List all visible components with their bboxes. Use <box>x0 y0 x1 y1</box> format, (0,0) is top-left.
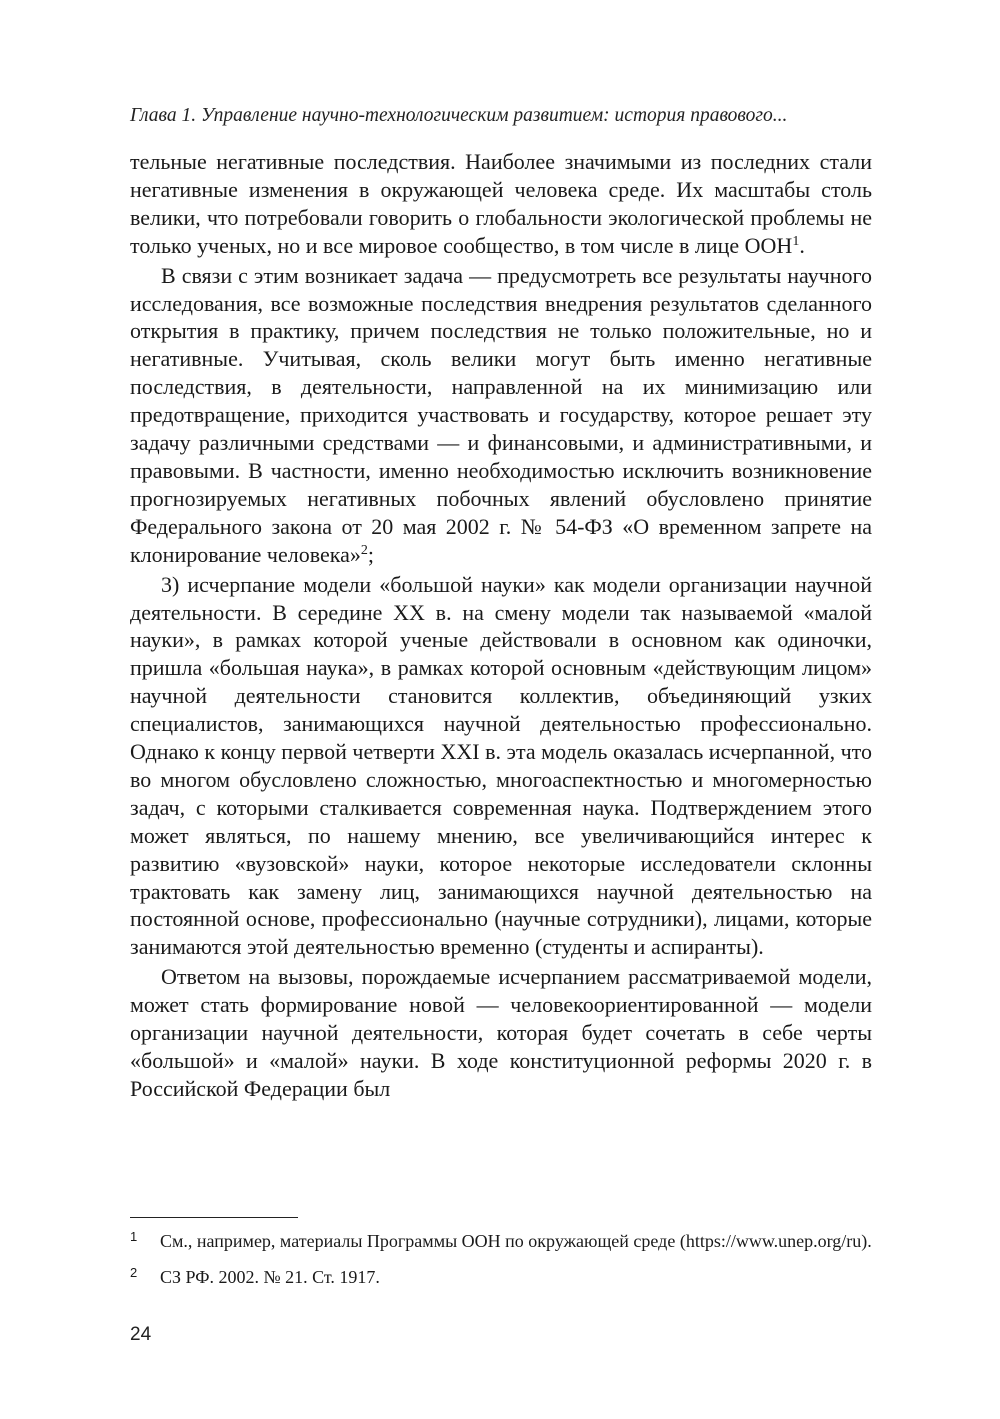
footnote-ref[interactable]: 1 <box>792 233 800 249</box>
paragraph: Ответом на вызовы, порождаемые исчерпанием рассматриваемой модели, может стать формирование новой — человекоориентированной — модели организации научной деятельности, которая будет сочетать в себе черты «большой» и «малой» науки. В ходе конституционной реформы 2020 г. в Российской Федерации был <box>130 964 872 1101</box>
footnotes <box>130 1229 872 1289</box>
footnote-divider <box>130 1217 298 1218</box>
footnote <box>130 1265 872 1290</box>
footnote-text: См., например, материалы Программы ООН по окружающей среде (https://www.unep.org/ru). <box>160 1231 872 1251</box>
running-header: Глава 1. Управление научно-технологическим развитием: история правового... <box>130 105 788 126</box>
paragraph: 3) исчерпание модели «большой науки» как модели организации научной деятельности. В середине XX в. на смену модели так называемой «малой науки», в рамках которой ученые действовали в основном как одиночки, пришла «большая наука», в рамках которой основным «действующим лицом» научной деятельности становится коллектив, объединяющий узких специалистов, занимающихся научной деятельностью профессионально. Однако к концу первой четверти XXI в. эта модель оказалась исчерпанной, что во многом обусловлено сложностью, многоаспектностью и многомерностью задач, с которыми сталкивается современная наука. Подтверждением этого может являться, по нашему мнению, все увеличивающийся интерес к развитию «вузовской» науки, которое некоторые исследователи склонны трактовать как замену лиц, занимающихся научной деятельностью на постоянной основе, профессионально (научные сотрудники), лицами, которые занимаются этой деятельностью временно (студенты и аспиранты). <box>130 571 872 960</box>
footnote-text: СЗ РФ. 2002. № 21. Ст. 1917. <box>160 1266 380 1287</box>
footnote <box>130 1229 872 1254</box>
footnote-ref[interactable]: 2 <box>360 542 368 558</box>
body-text <box>130 148 872 1103</box>
paragraph: тельные негативные последствия. Наиболее значимыми из последних стали негативные изменения в окружающей человека среде. Их масштабы столь велики, что потребовали говорить о глобальности экологической проблемы не только ученых, но и все мировое сообщество, в том числе в лице ООН$^1$. <box>130 149 872 258</box>
page-number: 24 <box>130 1324 152 1345</box>
paragraph: В связи с этим возникает задача — предусмотреть все результаты научного исследования, все возможные последствия внедрения результатов сделанного открытия в практику, причем последствия не только положительные, но и негативные. Учитывая, сколь велики могут быть именно негативные последствия, в деятельности, направленной на их минимизацию или предотвращение, приходится участвовать и государству, которое решает эту задачу различными средствами — и финансовыми, и административными, и правовыми. В частности, именно необходимостью исключить возникновение прогнозируемых негативных побочных явлений обусловлено принятие Федерального закона от 20 мая 2002 г. № 54-ФЗ «О временном запрете на клонирование человека»$^2$; <box>130 262 872 567</box>
footnote-number: 1 <box>130 1229 138 1244</box>
footnote-number: 2 <box>130 1264 138 1280</box>
